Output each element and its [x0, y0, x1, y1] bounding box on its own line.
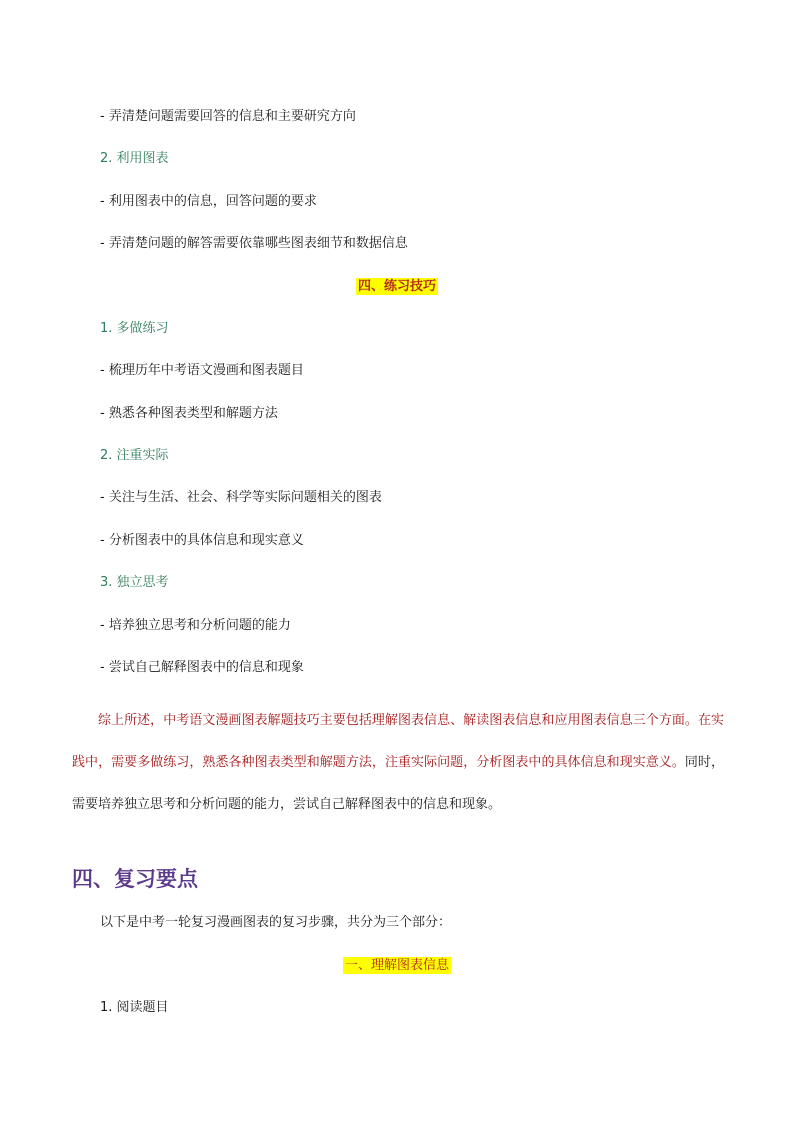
subheading-use-charts: 2. 利用图表 — [100, 151, 169, 166]
bullet-line: - 分析图表中的具体信息和现实意义 — [100, 533, 304, 548]
subheading-independent-thinking: 3. 独立思考 — [100, 575, 169, 590]
list-item: 1. 阅读题目 — [100, 1000, 169, 1015]
bullet-line: - 弄清楚问题需要回答的信息和主要研究方向 — [100, 109, 356, 124]
highlighted-subheading-text: 一、理解图表信息 — [344, 958, 449, 973]
bullet-line: - 梳理历年中考语文漫画和图表题目 — [100, 363, 304, 378]
section-intro: 以下是中考一轮复习漫画图表的复习步骤，共分为三个部分： — [100, 915, 452, 930]
bullet-line: - 利用图表中的信息，回答问题的要求 — [100, 194, 317, 209]
summary-text-dark: 同时，需要培养独立思考和分析问题的能力，尝试自己解释图表中的信息和现象。 — [72, 755, 724, 812]
section-title: 四、复习要点 — [72, 867, 198, 891]
summary-paragraph — [72, 700, 724, 826]
bullet-line: - 关注与生活、社会、科学等实际问题相关的图表 — [100, 490, 382, 505]
bullet-line: - 尝试自己解释图表中的信息和现象 — [100, 660, 304, 675]
bullet-line: - 熟悉各种图表类型和解题方法 — [100, 406, 278, 421]
summary-text-red: 综上所述，中考语文漫画图表解题技巧主要包括理解图表信息、解读图表信息和应用图表信息三个方面。在实践中，需要多做练习，熟悉各种图表类型和解题方法，注重实际问题，分析图表中的具体信息和现实意义。 — [72, 713, 724, 770]
highlighted-heading-text: 四、练习技巧 — [357, 279, 436, 294]
subheading-more-practice: 1. 多做练习 — [100, 321, 169, 336]
bullet-line: - 培养独立思考和分析问题的能力 — [100, 618, 291, 633]
bullet-line: - 弄清楚问题的解答需要依靠哪些图表细节和数据信息 — [100, 236, 408, 251]
subsection-heading — [0, 957, 794, 975]
heading-practice-skills — [0, 278, 794, 296]
subheading-focus-reality: 2. 注重实际 — [100, 448, 169, 463]
